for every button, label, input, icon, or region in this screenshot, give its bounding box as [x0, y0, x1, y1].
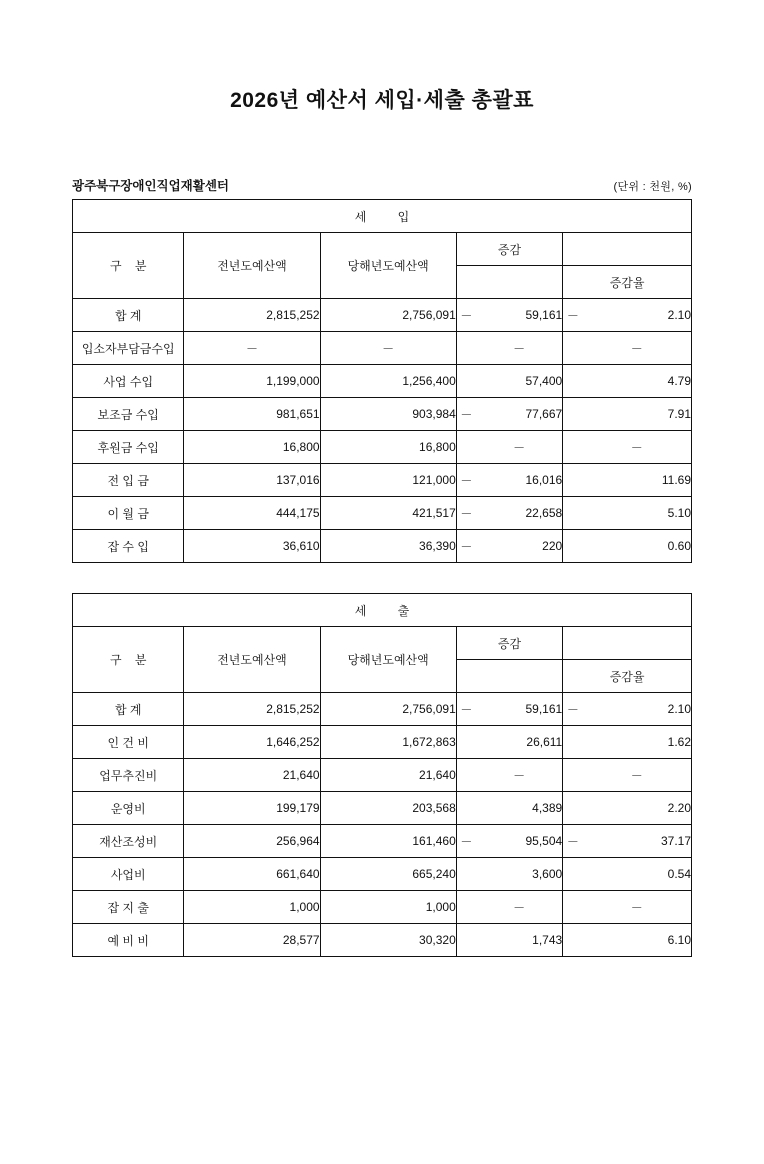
table-row: [73, 858, 692, 891]
table-row: [73, 365, 692, 398]
income-row-rate-sign: [563, 365, 583, 398]
expense-row-prev-amount: 2,815,252: [184, 693, 320, 726]
income-row-rate-sign: [563, 530, 583, 563]
header-prev-year: 전년도예산액: [184, 627, 320, 693]
income-row-change-amount: 77,667: [476, 398, 563, 431]
income-row-rate-sign: [563, 497, 583, 530]
header-current-year: 당해년도예산액: [320, 233, 456, 299]
expense-row-rate-sign: －: [563, 825, 583, 858]
income-row-change-amount: 57,400: [476, 365, 563, 398]
expense-row-change-amount: －: [476, 759, 563, 792]
income-row-category: 입소자부담금수입: [73, 332, 184, 365]
income-row-prev-amount: 36,610: [184, 530, 320, 563]
income-row-change-sign: －: [456, 299, 476, 332]
income-row-current-amount: 903,984: [320, 398, 456, 431]
expense-row-rate-sign: [563, 792, 583, 825]
income-row-change-amount: 59,161: [476, 299, 563, 332]
expense-row-change-rate: －: [583, 891, 692, 924]
expense-row-category: 합 계: [73, 693, 184, 726]
income-row-change-amount: －: [476, 431, 563, 464]
expense-row-rate-sign: －: [563, 693, 583, 726]
table-row: [73, 497, 692, 530]
income-row-change-amount: －: [476, 332, 563, 365]
expense-row-current-amount: 21,640: [320, 759, 456, 792]
expense-row-change-amount: 59,161: [476, 693, 563, 726]
expense-row-change-amount: 3,600: [476, 858, 563, 891]
expense-table: [72, 593, 692, 957]
table-row: [73, 332, 692, 365]
income-row-change-rate: 0.60: [583, 530, 692, 563]
table-row: [73, 693, 692, 726]
unit-note: (단위 : 천원, %): [613, 181, 692, 193]
expense-row-change-sign: [456, 759, 476, 792]
expense-row-category: 잡 지 출: [73, 891, 184, 924]
expense-row-category: 재산조성비: [73, 825, 184, 858]
income-row-current-amount: 2,756,091: [320, 299, 456, 332]
expense-row-prev-amount: 1,646,252: [184, 726, 320, 759]
expense-row-rate-sign: [563, 726, 583, 759]
income-row-current-amount: 16,800: [320, 431, 456, 464]
income-row-category: 보조금 수입: [73, 398, 184, 431]
income-row-category: 사업 수입: [73, 365, 184, 398]
income-row-change-rate: 11.69: [583, 464, 692, 497]
income-row-change-sign: [456, 431, 476, 464]
expense-row-current-amount: 2,756,091: [320, 693, 456, 726]
expense-row-change-rate: 2.10: [583, 693, 692, 726]
table-row: [73, 398, 692, 431]
expense-row-change-sign: [456, 891, 476, 924]
expense-row-current-amount: 665,240: [320, 858, 456, 891]
header-change-blank: [456, 660, 562, 693]
expense-row-rate-sign: [563, 924, 583, 957]
income-row-current-amount: 36,390: [320, 530, 456, 563]
income-row-category: 이 월 금: [73, 497, 184, 530]
income-row-prev-amount: 2,815,252: [184, 299, 320, 332]
income-row-change-rate: －: [583, 332, 692, 365]
table-row: [73, 299, 692, 332]
expense-row-change-rate: 37.17: [583, 825, 692, 858]
expense-row-current-amount: 30,320: [320, 924, 456, 957]
table-row: [73, 924, 692, 957]
expense-row-change-rate: 6.10: [583, 924, 692, 957]
expense-row-change-amount: －: [476, 891, 563, 924]
header-change: 증감: [456, 627, 562, 660]
expense-row-change-sign: [456, 924, 476, 957]
income-row-rate-sign: [563, 398, 583, 431]
page-title: 2026년 예산서 세입·세출 총괄표: [230, 89, 534, 112]
expense-row-current-amount: 1,672,863: [320, 726, 456, 759]
header-category: 구 분: [73, 627, 184, 693]
income-row-category: 후원금 수입: [73, 431, 184, 464]
income-header-row-1: [73, 233, 692, 266]
income-row-prev-amount: 1,199,000: [184, 365, 320, 398]
income-row-change-sign: [456, 365, 476, 398]
income-row-category: 잡 수 입: [73, 530, 184, 563]
header-category: 구 분: [73, 233, 184, 299]
expense-row-current-amount: 161,460: [320, 825, 456, 858]
header-change-spacer: [563, 233, 692, 266]
header-prev-year: 전년도예산액: [184, 233, 320, 299]
income-row-change-sign: －: [456, 530, 476, 563]
income-row-change-sign: －: [456, 497, 476, 530]
organization-name: 광주북구장애인직업재활센터: [72, 179, 229, 193]
expense-row-change-sign: －: [456, 693, 476, 726]
income-row-prev-amount: 16,800: [184, 431, 320, 464]
income-row-rate-sign: [563, 464, 583, 497]
header-current-year: 당해년도예산액: [320, 627, 456, 693]
expense-row-prev-amount: 199,179: [184, 792, 320, 825]
expense-row-change-rate: 1.62: [583, 726, 692, 759]
expense-row-current-amount: 203,568: [320, 792, 456, 825]
table-row: [73, 726, 692, 759]
income-row-prev-amount: 444,175: [184, 497, 320, 530]
expense-row-prev-amount: 661,640: [184, 858, 320, 891]
income-row-current-amount: －: [320, 332, 456, 365]
income-row-change-rate: 5.10: [583, 497, 692, 530]
header-change-rate: 증감율: [563, 660, 692, 693]
expense-row-prev-amount: 256,964: [184, 825, 320, 858]
income-row-prev-amount: 981,651: [184, 398, 320, 431]
table-row: [73, 431, 692, 464]
expense-row-change-sign: －: [456, 825, 476, 858]
expense-row-change-rate: －: [583, 759, 692, 792]
expense-row-rate-sign: [563, 759, 583, 792]
expense-row-category: 인 건 비: [73, 726, 184, 759]
table-gap: [72, 563, 692, 593]
table-row: [73, 792, 692, 825]
income-row-change-amount: 220: [476, 530, 563, 563]
table-row: [73, 825, 692, 858]
expense-row-rate-sign: [563, 891, 583, 924]
table-row: [73, 530, 692, 563]
expense-row-change-sign: [456, 858, 476, 891]
income-table: [72, 199, 692, 563]
income-section-title: 세 입: [73, 200, 692, 233]
expense-row-change-rate: 2.20: [583, 792, 692, 825]
income-row-change-rate: 2.10: [583, 299, 692, 332]
expense-row-change-sign: [456, 792, 476, 825]
header-change-rate: 증감율: [563, 266, 692, 299]
expense-row-current-amount: 1,000: [320, 891, 456, 924]
expense-row-category: 예 비 비: [73, 924, 184, 957]
table-row: [73, 891, 692, 924]
expense-row-category: 운영비: [73, 792, 184, 825]
expense-row-change-amount: 95,504: [476, 825, 563, 858]
header-change: 증감: [456, 233, 562, 266]
income-row-change-sign: －: [456, 398, 476, 431]
expense-section-title-row: [73, 594, 692, 627]
expense-row-prev-amount: 21,640: [184, 759, 320, 792]
income-row-change-rate: －: [583, 431, 692, 464]
expense-row-rate-sign: [563, 858, 583, 891]
expense-row-change-amount: 4,389: [476, 792, 563, 825]
table-row: [73, 759, 692, 792]
expense-section-title: 세 출: [73, 594, 692, 627]
expense-row-category: 사업비: [73, 858, 184, 891]
income-row-category: 합 계: [73, 299, 184, 332]
org-header-row: [72, 176, 692, 194]
income-row-rate-sign: [563, 332, 583, 365]
income-row-change-amount: 22,658: [476, 497, 563, 530]
expense-row-prev-amount: 28,577: [184, 924, 320, 957]
header-change-blank: [456, 266, 562, 299]
document-page: [0, 84, 764, 1164]
income-row-prev-amount: 137,016: [184, 464, 320, 497]
expense-row-change-rate: 0.54: [583, 858, 692, 891]
table-row: [73, 464, 692, 497]
expense-row-prev-amount: 1,000: [184, 891, 320, 924]
expense-row-change-amount: 1,743: [476, 924, 563, 957]
expense-row-change-amount: 26,611: [476, 726, 563, 759]
expense-row-change-sign: [456, 726, 476, 759]
income-row-category: 전 입 금: [73, 464, 184, 497]
income-row-current-amount: 121,000: [320, 464, 456, 497]
income-section-title-row: [73, 200, 692, 233]
income-row-current-amount: 1,256,400: [320, 365, 456, 398]
income-row-change-amount: 16,016: [476, 464, 563, 497]
expense-header-row-1: [73, 627, 692, 660]
income-row-change-sign: －: [456, 464, 476, 497]
income-row-change-rate: 4.79: [583, 365, 692, 398]
income-row-change-rate: 7.91: [583, 398, 692, 431]
header-change-spacer: [563, 627, 692, 660]
income-row-rate-sign: －: [563, 299, 583, 332]
income-row-current-amount: 421,517: [320, 497, 456, 530]
expense-row-category: 업무추진비: [73, 759, 184, 792]
income-row-change-sign: [456, 332, 476, 365]
income-row-rate-sign: [563, 431, 583, 464]
income-row-prev-amount: －: [184, 332, 320, 365]
